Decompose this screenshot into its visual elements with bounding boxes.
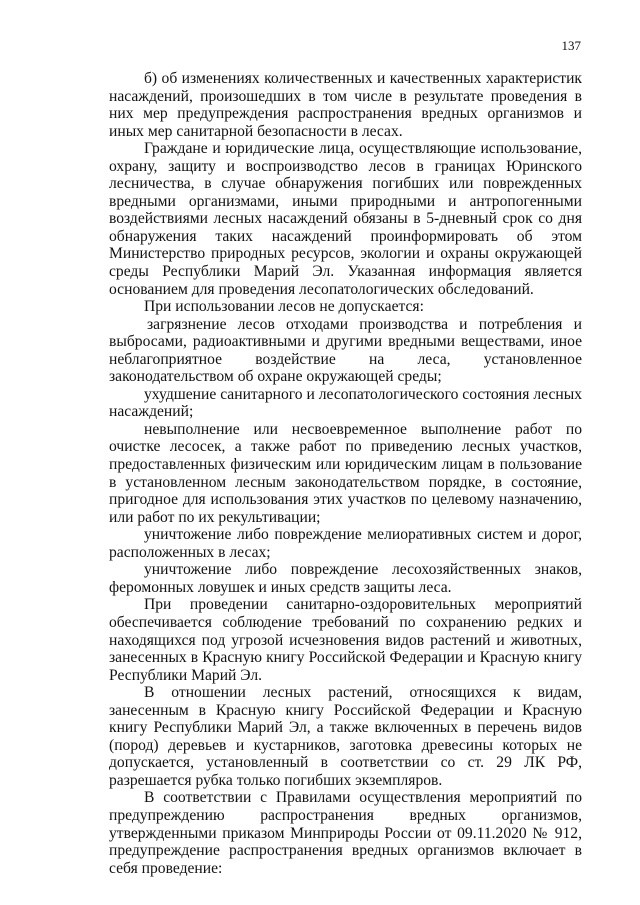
paragraph-pest-prevention-rules: В соответствии с Правилами осуществления мероприятий по предупреждению распространения вредных организмов, утвержденными приказом Минприроды России от 09.11.2020 № 912, предупреждение распространения вредных организмов включает в себя проведение: (109, 789, 582, 877)
paragraph-rare-species: При проведении санитарно-оздоровительных мероприятий обеспечивается соблюдение требований по сохранению редких и находящихся под угрозой исчезновения видов растений и животных, занесенных в Красную книгу Российской Федерации и Красную книгу Республики Марий Эл. (109, 596, 582, 684)
paragraph-sanitary-deterioration: ухудшение санитарного и лесопатологического состояния лесных насаждений; (109, 385, 582, 421)
paragraph-changes-characteristics: б) об изменениях количественных и качественных характеристик насаждений, произошедших в том числе в результате проведения в них мер предупреждения распространения вредных организмов и иных мер санитарной безопасности в лесах. (109, 70, 582, 140)
paragraph-prohibitions-intro: При использовании лесов не допускается: (144, 298, 424, 316)
paragraph-forest-signs-damage: уничтожение либо повреждение лесохозяйственных знаков, феромонных ловушек и иных средств защиты леса. (109, 561, 582, 596)
paragraph-red-book-plants: В отношении лесных растений, относящихся к видам, занесенным в Красную книгу Российской Федерации и Красную книгу Республики Марий Эл, а также включенных в перечень видов (пород) деревьев и кустарников, заготовка древесины которых не допускается, установленный в соответствии со ст. 29 ЛК РФ, разрешается рубка только погибших экземпляров. (109, 684, 582, 789)
paragraph-pollution: загрязнение лесов отходами производства и потребления и выбросами, радиоактивными и другими вредными веществами, иное неблагоприятное воздействие на леса, установленное законодательством об охране окружающей среды; (109, 315, 582, 386)
page-number: 137 (561, 38, 581, 53)
document-body (109, 70, 582, 877)
paragraph-clearing-work: невыполнение или несвоевременное выполнение работ по очистке лесосек, а также работ по приведению лесных участков, предоставленных физическим или юридическим лицам в пользование в установленном лесным законодательством порядке, в состояние, пригодное для использования этих участков по целевому назначению, или работ по их рекультивации; (109, 420, 582, 526)
paragraph-melioration-damage: уничтожение либо повреждение мелиоративных систем и дорог, расположенных в лесах; (109, 526, 582, 561)
paragraph-citizens-obligations: Граждане и юридические лица, осуществляющие использование, охрану, защиту и воспроизводство лесов в границах Юринского лесничества, в случае обнаружения погибших или поврежденных вредными организмами, иными природными и антропогенными воздействиями лесных насаждений обязаны в 5-дневный срок со дня обнаружения таких насаждений проинформировать об этом Министерство природных ресурсов, экологии и охраны окружающей среды Республики Марий Эл. Указанная информация является основанием для проведения лесопатологических обследований. (109, 140, 582, 298)
